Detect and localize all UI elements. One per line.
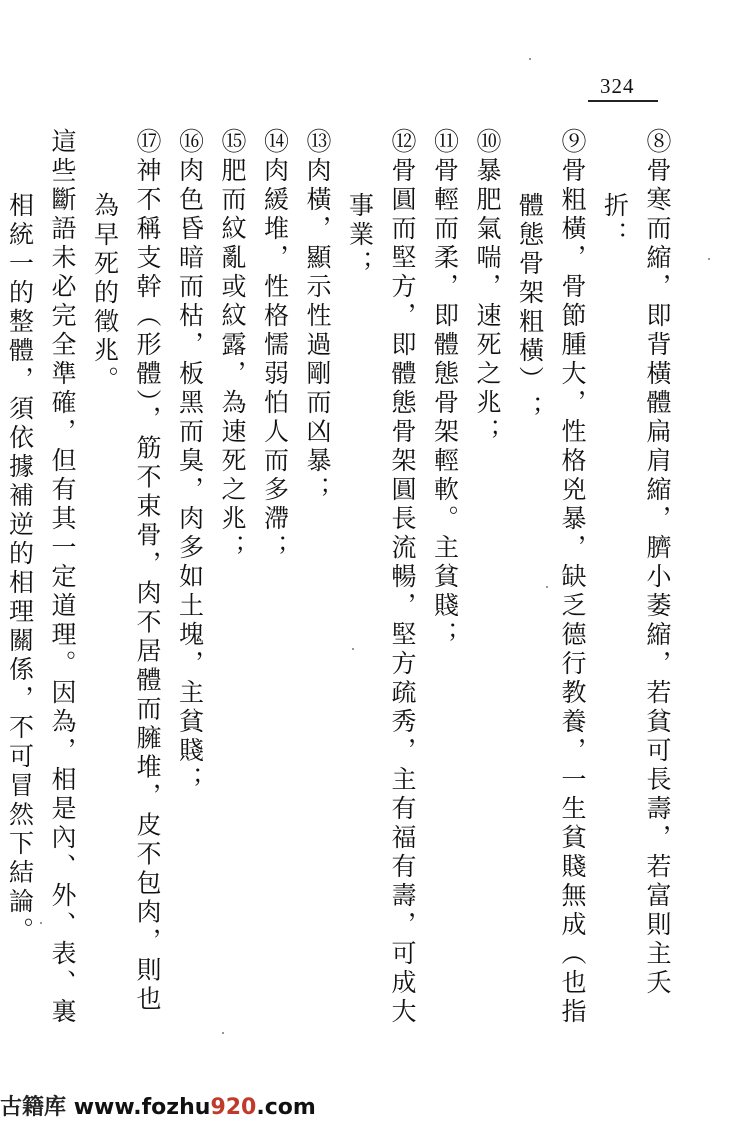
text-body: [5, 128, 672, 1058]
site-watermark: [0, 1090, 316, 1121]
text-column-5: ⑩暴肥氣喘，速死之兆；: [473, 128, 502, 447]
text-column-11: ⑮肥而紋亂或紋露，為速死之兆；: [218, 128, 247, 563]
scan-speck: [352, 648, 354, 650]
text-column-2: 折：: [600, 192, 630, 250]
header-rule: [588, 100, 658, 102]
scan-speck: [708, 258, 710, 260]
text-column-13: ⑰神不稱支幹（形體），筋不束骨，肉不居體而臃堆，皮不包肉，則也: [133, 128, 162, 1015]
page-number: 324: [600, 74, 635, 98]
text-column-7: ⑫骨圓而堅方，即體態骨架圓長流暢，堅方疏秀，主有福有壽，可成大: [388, 128, 417, 1027]
watermark-domain: [74, 1095, 316, 1120]
scan-speck: [529, 58, 531, 60]
watermark-domain-number: 920: [210, 1095, 257, 1120]
text-column-3: ⑨骨粗橫，骨節腫大，性格兇暴，缺乏德行教養，一生貧賤無成（也指: [558, 128, 587, 1027]
text-column-12: ⑯肉色昏暗而枯，板黑而臭，肉多如土塊，主貧賤；: [175, 128, 205, 795]
text-column-1: ⑧骨寒而縮，即背橫體扁肩縮，臍小萎縮，若貧可長壽，若富則主夭: [643, 128, 672, 998]
scan-speck: [222, 1032, 224, 1034]
scan-speck: [546, 586, 548, 588]
text-column-9: ⑬肉橫，顯示性過剛而凶暴；: [303, 128, 332, 505]
text-column-4: 體態骨架粗橫）；: [515, 192, 545, 424]
text-column-10: ⑭肉緩堆，性格懦弱怕人而多滯；: [260, 128, 290, 563]
text-column-8: 事業；: [345, 192, 375, 279]
scan-speck: [40, 922, 42, 924]
watermark-domain-prefix: www.fozhu: [73, 1095, 211, 1120]
text-column-15: 這些斷語未必完全準確，但有其一定道理。因為，相是內、外、表、裏: [48, 128, 77, 1027]
watermark-domain-suffix: .com: [256, 1095, 316, 1120]
text-column-16: 相統一的整體，須依據補逆的相理關係，不可冒然下結論。: [5, 192, 35, 946]
watermark-brand: 古籍库: [0, 1095, 67, 1120]
text-column-6: ⑪骨輕而柔，即體態骨架輕軟。主貧賤；: [430, 128, 460, 650]
text-column-14: 為早死的徵兆。: [90, 192, 120, 395]
